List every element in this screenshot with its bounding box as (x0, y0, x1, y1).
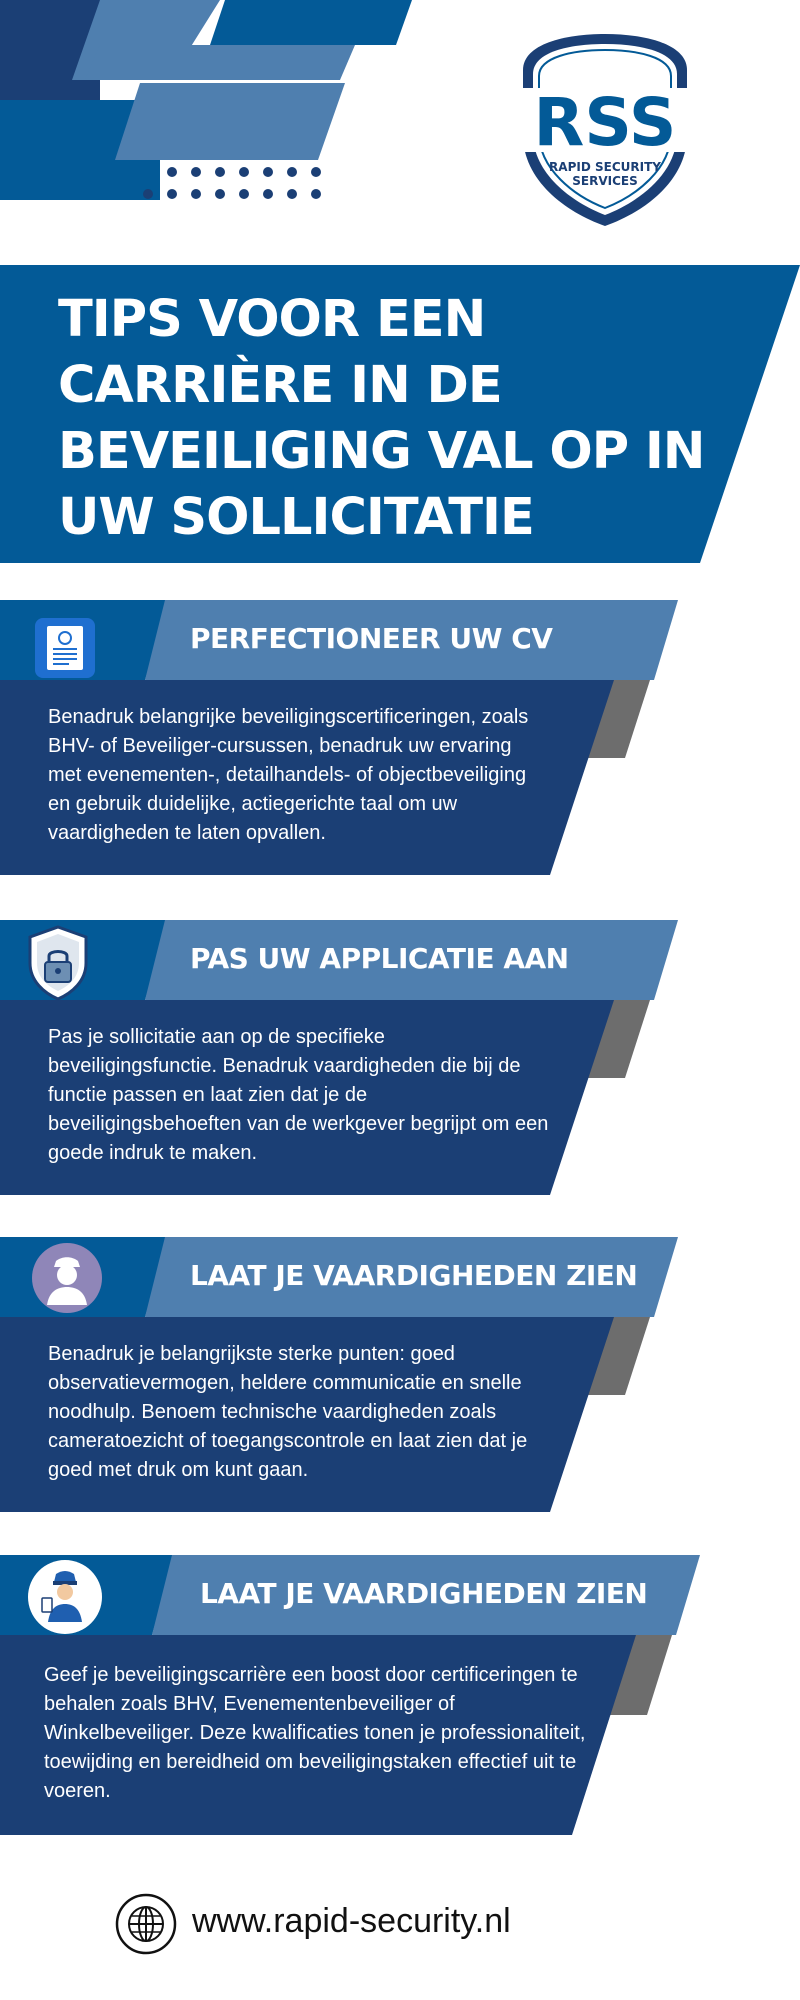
section-heading: PERFECTIONEER UW CV (190, 622, 553, 655)
header-decoration (0, 0, 420, 210)
globe-icon (115, 1893, 177, 1960)
section-heading: LAAT JE VAARDIGHEDEN ZIEN (190, 1259, 638, 1292)
website-link[interactable]: www.rapid-security.nl (192, 1902, 511, 1940)
title-banner (0, 265, 800, 563)
security-guard-icon (32, 1243, 102, 1318)
footer (0, 1880, 800, 1970)
section-body: Benadruk belangrijke beveiligingscertificeringen, zoals BHV- of Beveiliger-cursussen, benadruk uw ervaring met evenementen-, detailhandels- of objectbeveiliging en gebruik duidelijke, actiegerichte taal om uw vaardigheden te laten opvallen. (48, 706, 529, 844)
section-heading: LAAT JE VAARDIGHEDEN ZIEN (200, 1577, 648, 1610)
tip-section-2 (0, 920, 800, 1200)
section-heading: PAS UW APPLICATIE AAN (190, 942, 569, 975)
logo-line-1: RAPID SECURITY (549, 160, 661, 174)
tip-section-1 (0, 600, 800, 880)
section-body: Pas je sollicitatie aan op de specifieke beveiligingsfunctie. Benadruk vaardigheden die bij de functie passen en laat zien dat je de beveiligingsbehoeften van de werkgever begrijpt om een goede indruk te maken. (48, 1026, 549, 1164)
resume-document-icon (35, 618, 95, 683)
tip-section-3 (0, 1237, 800, 1517)
tip-section-4 (0, 1555, 800, 1835)
section-body: Geef je beveiligingscarrière een boost door certificeringen te behalen zoals BHV, Evenementenbeveiliger of Winkelbeveiliger. Deze kwalificaties tonen je professionaliteit, toewijding en bereidheid om beveiligingstaken effectief uit te voeren. (44, 1664, 586, 1802)
section-body: Benadruk je belangrijkste sterke punten: goed observatievermogen, heldere communicatie en snelle noodhulp. Benoem technische vaardigheden zoals cameratoezicht of toegangscontrole en laat zien dat je goed met druk om kunt gaan. (48, 1343, 528, 1481)
logo-letters: RSS (533, 84, 677, 161)
security-officer-icon (28, 1560, 102, 1639)
shield-lock-icon (26, 925, 90, 1006)
logo-line-2: SERVICES (572, 174, 638, 188)
page-title: TIPS VOOR EEN CARRIÈRE IN DE BEVEILIGING VAL OP IN UW SOLLICITATIE (58, 290, 705, 547)
company-logo (505, 30, 705, 230)
